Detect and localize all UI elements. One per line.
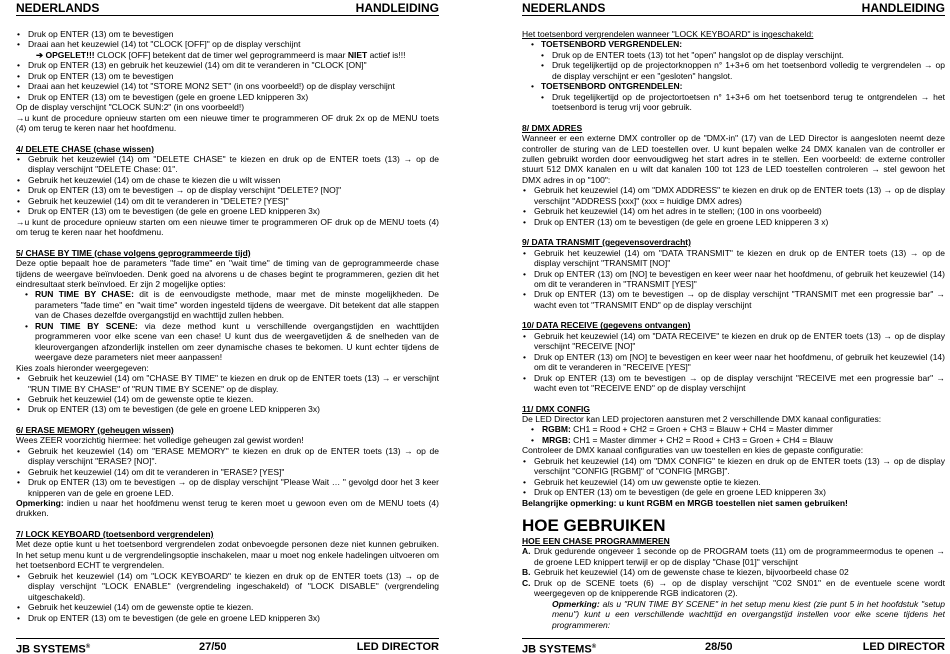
step-note <box>522 599 945 630</box>
section-title-dmx-config: 11/ DMX CONFIG <box>522 403 591 414</box>
step-text: Druk op de SCENE toets (6) → op de display verschijnt "C02 SN01" en de eventuele scene wordt weergegeven op de knipperende RGB indicatoren (2). <box>534 577 945 599</box>
lock-intro: Het toetsenbord vergrendelen wanneer "LOCK KEYBOARD" is ingeschakeld: <box>522 29 814 39</box>
dmx-config-steps <box>522 456 945 498</box>
list-item: • Draai aan het keuzewiel (14) tot "STORE MON2 SET" (in ons voorbeeld!) op de display verschijnt <box>16 81 439 91</box>
erase-memory-intro: Wees ZEER voorzichtig hiermee: het volledige geheugen zal gewist worden! <box>16 435 304 446</box>
delete-chase-note: →u kunt de procedure opnieuw starten om een nieuwe timer te programmeren OF druk op de MENU toets (4) om terug te keren naar het hoofdmenu. <box>16 216 439 238</box>
list-item: • Gebruik het keuzewiel (14) om "DMX CONFIG" te kiezen en druk op de ENTER toets (13) → op de display verschijnt "CONFIG [RGBM]" of "CONFIG [MRGB]". <box>522 456 945 477</box>
option-label: RUN TIME BY CHASE: <box>35 289 134 300</box>
list-item: • Gebruik het keuzewiel (14) om de gewenste optie te kiezen. <box>16 602 439 612</box>
list-item: • Druk op ENTER (13) om te bevestigen (de gele en groene LED knipperen 3x) <box>16 613 439 623</box>
list-item: • Gebruik het keuzewiel (14) om "DELETE CHASE" te kiezen en druk op de ENTER toets (13) → op de display verschijnt "DELETE Chase: 01". <box>16 154 439 175</box>
mode-label: RGBM: <box>542 424 571 435</box>
footer-brand <box>522 641 596 654</box>
step-a <box>522 546 945 567</box>
list-item <box>24 289 439 320</box>
list-item: • Druk op ENTER (13) om te bevestigen (de gele en groene LED knipperen 3 x) <box>522 217 945 227</box>
list-item: • Gebruik het keuzewiel (14) om "DATA RECEIVE" te kiezen en druk op de ENTER toets (13) → op de display verschijnt "RECEIVE [NO]" <box>522 331 945 352</box>
list-item: • Gebruik het keuzewiel (14) om de chase te kiezen die u wilt wissen <box>16 175 439 185</box>
lock-keyboard-intro: Met deze optie kunt u het toetsenbord vergrendelen zodat onbevoegde personen deze niet kunnen gebruiken. In het setup menu kunt u de vergrendelingsoptie inschakelen, maar u moet nog enkele hadelingen uitvoeren om het toetsenbord ECHT te vergrendelen. <box>16 539 439 571</box>
list-item: • Draai aan het keuzewiel (14) tot "CLOCK [OFF]" op de display verschijnt <box>16 39 439 49</box>
chase-by-time-options <box>16 289 439 362</box>
list-item: • Druk op ENTER (13) om te bevestigen → op de display verschijnt "DELETE? [NO]" <box>16 185 439 195</box>
page-header <box>16 1 439 15</box>
note-label: Opmerking: <box>16 498 64 509</box>
list-item: • Druk op ENTER (13) om te bevestigen → op de display verschijnt "Please Wait … " gevolgd door het 3 keer knipperen van de gele en groene LED. <box>16 477 439 498</box>
unlock-heading: TOETSENBORD ONTGRENDELEN: <box>541 81 683 92</box>
page-footer <box>522 641 945 654</box>
list-item <box>530 81 945 112</box>
footer-rule <box>16 638 439 639</box>
option-text: dit is de eenvoudigste methode, maar met de minste mogelijkheden. De parameters "fade time" en "wait time" worden ingesteld tijdens de weergave. Dit betekent dat alle stappen van de Chases dezelfde overgangstijd en wachttijd zullen hebben. <box>35 289 439 321</box>
step-label: C. <box>522 577 531 588</box>
note-text: indien u naar het hoofdmenu wenst terug te keren moet u gewoon even om de MENU toets (4) drukken. <box>16 498 439 519</box>
registered-mark: ® <box>591 644 597 650</box>
brand-text: JB SYSTEMS <box>522 643 592 654</box>
mode-text: CH1 = Master dimmer + CH2 = Rood + CH3 = Groen + CH4 = Blauw <box>570 434 833 445</box>
list-item: • Druk op ENTER (13) om [NO] te bevestigen en keer weer naar het hoofdmenu, of gebruik het keuzewiel (14) om dit te veranderen in "RECEIVE [YES]" <box>522 352 945 373</box>
warning-text: CLOCK [OFF] betekent dat de timer wel geprogrammeerd is maar <box>94 49 348 60</box>
list-item: • Druk op ENTER (13) om te bevestigen <box>16 29 439 39</box>
section-title-lock-keyboard: 7/ LOCK KEYBOARD (toetsenbord vergrendelen) <box>16 528 214 539</box>
list-item: • Druk op ENTER (13) om te bevestigen (de gele en groene LED knipperen 3x) <box>16 206 439 216</box>
page-content <box>16 29 439 623</box>
lock-keyboard-steps <box>16 571 439 623</box>
chase-by-time-intro: Deze optie bepaalt hoe de parameters "fade time" en "wait time" de timing van de geprogrammeerde chase tijdens de weergave beïnvloeden. Denk goed na alvorens u de chases begint te programmeren, gezien dit het eindresultaat sterk beïnvloed. Er zijn 2 mogelijke opties: <box>16 258 439 289</box>
page-content <box>522 29 945 630</box>
list-item: • Druk op ENTER (13) om te bevestigen <box>16 71 439 81</box>
dmx-config-control: Controleer de DMX kanaal configuraties van uw toestellen en kies de gepaste configuratie: <box>522 445 864 456</box>
warning-end: actief is!!! <box>367 49 406 60</box>
lock-procedures <box>522 39 945 112</box>
dmx-config-intro: De LED Director kan LED projectoren aansturen met 2 verschillende DMX kanaal configuraties: <box>522 413 882 424</box>
list-item: • Gebruik het keuzewiel (14) om "DATA TRANSMIT" te kiezen en druk op de ENTER toets (13) → op de display verschijnt "TRANSMIT [NO]" <box>522 248 945 269</box>
list-item <box>530 39 945 81</box>
data-transmit-steps <box>522 248 945 311</box>
section-title-data-transmit: 9/ DATA TRANSMIT (gegevensoverdracht) <box>522 237 691 248</box>
arrow-icon: ➔ <box>36 49 44 60</box>
chase-by-time-choose: Kies zoals hieronder weergegeven: <box>16 362 149 373</box>
warning-label: OPGELET!!! <box>45 49 95 60</box>
mode-label: MRGB: <box>542 434 571 445</box>
list-item: • Gebruik het keuzewiel (14) om dit te veranderen in "DELETE? [YES]" <box>16 196 439 206</box>
unlock-steps <box>530 92 945 113</box>
list-item <box>24 321 439 363</box>
list-item: • Druk op ENTER (13) om te bevestigen (gele en groene LED knipperen 3x) <box>16 92 439 102</box>
footer-product: LED DIRECTOR <box>356 641 439 653</box>
clock-note: Op de display verschijnt "CLOCK SUN:2" (in ons voorbeeld!) <box>16 102 245 113</box>
list-item <box>530 424 945 434</box>
dmx-config-note: Belangrijke opmerking: u kunt RGBM en MRGB toestellen niet samen gebruiken! <box>522 497 848 508</box>
section-title-chase-by-time: 5/ CHASE BY TIME (chase volgens geprogrammeerde tijd) <box>16 247 251 258</box>
erase-memory-steps <box>16 446 439 498</box>
header-rule <box>16 15 439 16</box>
list-item: • Druk op ENTER (13) en gebruik het keuzewiel (14) om dit te veranderen in "CLOCK [ON]" <box>16 60 439 70</box>
step-label: B. <box>522 567 531 578</box>
warning-niet: NIET <box>347 49 368 60</box>
section-title-delete-chase: 4/ DELETE CHASE (chase wissen) <box>16 143 154 154</box>
list-item: • Druk op ENTER (13) om te bevestigen → op de display verschijnt "RECEIVE met een progressie bar" → wacht even tot "RECEIVE END" op de display verschijnt <box>522 373 945 394</box>
lock-steps <box>530 50 945 81</box>
step-b <box>522 567 945 577</box>
header-language: NEDERLANDS <box>16 1 100 15</box>
brand-text: JB SYSTEMS <box>16 643 86 654</box>
clock-steps <box>16 29 439 50</box>
list-item: • Gebruik het keuzewiel (14) om uw gewenste optie te kiezen. <box>522 477 945 487</box>
list-item: • Druk tegelijkertijd op de projectortoetsen n° 1+3+6 om het toetsenbord terug te ontgrendelen → het toetsenbord is terug vrij voor gebruik. <box>530 92 945 113</box>
step-c <box>522 578 945 599</box>
page-right <box>522 0 945 654</box>
footer-brand <box>16 641 90 654</box>
list-item: • Druk tegelijkertijd op de projectorknoppen n° 1+3+6 om het toetsenbord volledig te vergrendelen → op de display verschijnt er een "gesloten" hangslot. <box>530 60 945 81</box>
list-item: • Druk op de ENTER toets (13) tot het "open" hangslot op de display verschijnt. <box>530 50 945 60</box>
section-title-dmx-adres: 8/ DMX ADRES <box>522 122 583 133</box>
step-text: Druk gedurende ongeveer 1 seconde op de PROGRAM toets (11) om de programmeermodus te openen → de groene LED knippert terwijl er op de display "Chase [01]" verschijnt <box>534 546 945 567</box>
list-item: • Gebruik het keuzewiel (14) om "CHASE BY TIME" te kiezen en druk op de ENTER toets (13) → er verschijnt "RUN TIME BY CHASE" of "RUN TIME BY SCENE" op de display. <box>16 373 439 394</box>
step-text: Gebruik het keuzewiel (14) om de gewenste chase te kiezen, bijvoorbeeld chase 02 <box>534 567 849 578</box>
registered-mark: ® <box>85 644 91 650</box>
how-to-title: HOE GEBRUIKEN <box>522 516 666 536</box>
mode-text: CH1 = Rood + CH2 = Groen + CH3 = Blauw + CH4 = Master dimmer <box>570 424 833 435</box>
data-receive-steps <box>522 331 945 394</box>
header-rule <box>522 15 945 16</box>
dmx-adres-steps <box>522 185 945 227</box>
page-left <box>16 0 439 654</box>
lock-heading: TOETSENBORD VERGRENDELEN: <box>541 39 683 50</box>
option-label: RUN TIME BY SCENE: <box>35 320 138 331</box>
clock-steps-2 <box>16 60 439 102</box>
delete-chase-steps <box>16 154 439 217</box>
page-footer <box>16 641 439 654</box>
list-item: • Gebruik het keuzewiel (14) om het adres in te stellen; (100 in ons voorbeeld) <box>522 206 945 216</box>
erase-memory-note <box>16 498 439 519</box>
step-label: A. <box>522 546 531 557</box>
warning-note <box>16 50 439 60</box>
list-item: • Gebruik het keuzewiel (14) om "DMX ADDRESS" te kiezen en druk op de ENTER toets (13) → op de display verschijnt "ADDRESS [xxx]" (xxx = huidige DMX adres) <box>522 185 945 206</box>
header-title: HANDLEIDING <box>355 1 439 15</box>
list-item: • Druk op ENTER (13) om te bevestigen (de gele en groene LED knipperen 3x) <box>16 404 439 414</box>
section-title-erase-memory: 6/ ERASE MEMORY (geheugen wissen) <box>16 424 174 435</box>
clock-note-2: →u kunt de procedure opnieuw starten om een nieuwe timer te programmeren OF druk 2x op de MENU toets (4) om terug te keren naar het hoofdmenu. <box>16 112 439 134</box>
chase-by-time-steps <box>16 373 439 415</box>
footer-product: LED DIRECTOR <box>862 641 945 653</box>
list-item: • Gebruik het keuzewiel (14) om "LOCK KEYBOARD" te kiezen en druk op de ENTER toets (13) → op de display verschijnt "LOCK ENABLE" (vergrendeling ingeschakeld) of "LOCK DISABLE" (vergrendeling uitgeschakeld). <box>16 571 439 602</box>
dmx-config-modes <box>522 424 945 445</box>
header-language: NEDERLANDS <box>522 1 606 15</box>
list-item: • Gebruik het keuzewiel (14) om de gewenste optie te kiezen. <box>16 394 439 404</box>
footer-rule <box>522 638 945 639</box>
note-text: als u "RUN TIME BY SCENE" in het setup menu kiest (zie punt 5 in het hoofdstuk "setup menu") kunt u een verschillende wachttijd en overgangstijd instellen voor elke scene tijdens het programmeren: <box>552 598 945 630</box>
option-text: via deze method kunt u verschillende overgangstijden en wachttijden programmeren voor elke scene van een chase! U kunt dus de weergavetijden & de snelheden van de kleurovergangen afzonderlijk instellen om zeer dynamische chases te bekomen. U kunt echter tijdens de weergave deze parameters niet meer aanpassen! <box>35 320 439 363</box>
page-header <box>522 1 945 15</box>
dmx-adres-intro: Wanneer er een externe DMX controller op de "DMX-in" (17) van de LED Director is aangesloten neemt deze controller de sturing van de LED toestellen over. U kunt bepalen welke 24 DMX kanalen van de controller er zullen gebruikt worden door eenvoudigweg het start adres in te stellen. Een voorbeeld: de externe controller stuurt 512 DMX kanalen en u wilt dat kanalen 100 tot 123 de LED toestellen controleren → stel gewoon het DMX adres in op "100": <box>522 133 945 185</box>
list-item: • Druk op ENTER (13) om [NO] te bevestigen en keer weer naar het hoofdmenu, of gebruik het keuzewiel (14) om dit te veranderen in "TRANSMIT [YES]" <box>522 269 945 290</box>
header-title: HANDLEIDING <box>861 1 945 15</box>
list-item <box>530 435 945 445</box>
note-label: Opmerking: <box>552 598 600 609</box>
list-item: • Gebruik het keuzewiel (14) om dit te veranderen in "ERASE? [YES]" <box>16 467 439 477</box>
list-item: • Druk op ENTER (13) om te bevestigen → op de display verschijnt "TRANSMIT met een progressie bar" → wacht even tot "TRANSMIT END" op de display verschijnt <box>522 289 945 310</box>
section-title-data-receive: 10/ DATA RECEIVE (gegevens ontvangen) <box>522 320 691 331</box>
page-number: 28/50 <box>705 641 733 653</box>
page-number: 27/50 <box>199 641 227 653</box>
list-item: • Gebruik het keuzewiel (14) om "ERASE MEMORY" te kiezen en druk op de ENTER toets (13) → op de display verschijnt "ERASE? [NO]". <box>16 446 439 467</box>
how-to-subtitle: HOE EEN CHASE PROGRAMMEREN <box>522 536 670 547</box>
list-item: • Druk op ENTER (13) om te bevestigen (de gele en groene LED knipperen 3x) <box>522 487 945 497</box>
